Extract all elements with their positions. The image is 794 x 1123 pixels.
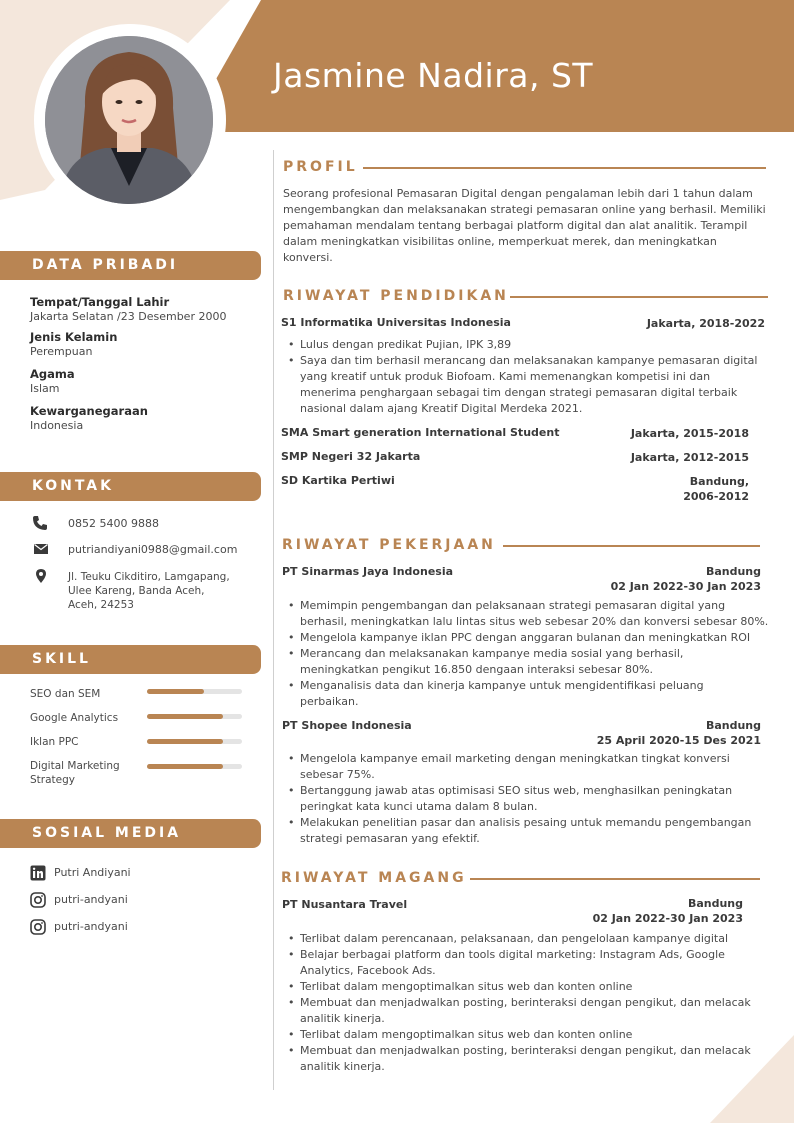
education-school: SMA Smart generation International Student [281,426,560,439]
section-title: DATA PRIBADI [32,257,179,273]
bullet-line: nasional dalam ajang Kreatif Digital Merdeka 2021. [300,402,583,415]
internship-company: PT Nusantara Travel [282,898,408,911]
bullet-line: analitik kinerja. [300,1012,385,1025]
skill-bar-fill [147,714,223,719]
section-rule [510,296,768,298]
job-city: Bandung [705,565,761,578]
skill-bar [147,714,242,719]
linkedin-icon [30,865,46,881]
skill-bar [147,739,242,744]
section-rule [503,545,760,547]
profile-line: konversi. [283,251,333,264]
skill-bar-fill [147,689,204,694]
meta-line: 2006-2012 [683,490,749,503]
section-title: SOSIAL MEDIA [32,825,182,841]
education-meta: Jakarta, 2018-2022 [646,317,765,330]
instagram-icon [30,919,46,935]
bullet-item [300,751,790,783]
section-title-magang: RIWAYAT MAGANG [281,870,467,886]
bullet-item [300,931,790,947]
bullet-line: • Membuat dan menjadwalkan posting, berinteraksi dengan pengikut, dan melacak [300,1044,751,1057]
profile-photo [45,36,213,204]
profile-photo-illustration [45,36,213,204]
job-period: 25 April 2020-15 Des 2021 [596,734,761,747]
citizenship-label: Kewarganegaraan [30,404,148,418]
job-bullets [283,751,790,847]
bullet-line: • Menganalisis data dan kinerja kampanye untuk mengidentifikasi peluang [300,679,704,692]
internship-period: 02 Jan 2022-30 Jan 2023 [592,912,743,925]
bullet-line: menerima penghargaan sebagai tim dengan strategi pemasaran digital terbaik [300,386,738,399]
internship-city: Bandung [687,897,743,910]
education-school: SMP Negeri 32 Jakarta [281,450,421,463]
bullet-item [300,815,790,847]
section-title-profil: PROFIL [283,159,358,175]
bullet-line: • Memimpin pengembangan dan pelaksanaan strategi pemasaran digital yang [300,599,726,612]
religion-label: Agama [30,367,75,381]
bullet-item [300,1027,790,1043]
internship-bullets [283,931,790,1075]
education-bullets [283,337,780,417]
birth-value: Jakarta Selatan /23 Desember 2000 [30,310,227,323]
skill-bar [147,764,242,769]
bullet-line: • Mengelola kampanye iklan PPC dengan anggaran bulanan dan meningkatkan ROI [300,631,751,644]
bullet-line: • Terlibat dalam mengoptimalkan situs web dan konten online [300,980,633,993]
education-meta: Jakarta, 2012-2015 [630,451,749,464]
bullet-item [300,678,790,710]
profile-summary [283,186,773,266]
job-company: PT Shopee Indonesia [282,719,412,732]
job-meta [597,718,761,748]
envelope-icon [33,541,49,557]
bullet-line: peringkat kata kunci utama dalam 8 bulan. [300,800,538,813]
profile-line: Seorang profesional Pemasaran Digital dengan pengalaman lebih dari 1 tahun dalam [283,187,753,200]
contact-email[interactable]: putriandiyani0988@gmail.com [68,543,238,556]
section-rule [363,167,766,169]
address-line: Jl. Teuku Cikditiro, Lamgapang, [68,571,230,583]
bullet-line: Analytics, Facebook Ads. [300,964,436,977]
bullet-line: berhasil, meningkatkan lalu lintas situs web sebesar 20% dan konversi sebesar 80%. [300,615,769,628]
internship-meta [593,896,743,926]
skill-bar-fill [147,739,223,744]
bullet-item [300,630,790,646]
instagram-icon [30,892,46,908]
job-meta [611,564,761,594]
section-header-data-pribadi [0,251,261,280]
bullet-item [300,979,790,995]
job-city: Bandung [705,719,761,732]
section-title: SKILL [32,651,91,667]
skill-bar [147,689,242,694]
education-school: SD Kartika Pertiwi [281,474,395,487]
job-company: PT Sinarmas Jaya Indonesia [282,565,454,578]
bullet-line: • Terlibat dalam mengoptimalkan situs web dan konten online [300,1028,633,1041]
section-header-skill [0,645,261,674]
social-linkedin[interactable]: Putri Andiyani [54,866,131,879]
bullet-line: • Bertanggung jawab atas optimisasi SEO situs web, menghasilkan peningkatan [300,784,733,797]
bullet-item [300,783,790,815]
section-header-kontak [0,472,261,501]
education-meta [683,474,749,504]
skill-bar-fill [147,764,223,769]
gender-label: Jenis Kelamin [30,330,118,344]
bullet-line: perbaikan. [300,695,359,708]
bullet-line: sebesar 75%. [300,768,375,781]
education-meta: Jakarta, 2015-2018 [630,427,749,440]
meta-line: Bandung, [689,475,749,488]
bullet-line: • Membuat dan menjadwalkan posting, berinteraksi dengan pengikut, dan melacak [300,996,751,1009]
bullet-line: • Belajar berbagai platform dan tools digital marketing: Instagram Ads, Google [300,948,725,961]
bullet-line: • Saya dan tim berhasil merancang dan melaksanakan kampanye pemasaran digital [300,354,758,367]
citizenship-value: Indonesia [30,419,84,432]
bullet-line: yang kreatif untuk produk Biofoam. Kami memenangkan kompetisi ini dan [300,370,711,383]
phone-icon [32,515,48,531]
contact-phone[interactable]: 0852 5400 9888 [68,517,159,530]
skill-label: SEO dan SEM [30,688,101,700]
address-line: Ulee Kareng, Banda Aceh, [68,585,205,597]
gender-value: Perempuan [30,345,93,358]
section-header-sosial-media [0,819,261,848]
skill-label: Google Analytics [30,712,119,724]
birth-label: Tempat/Tanggal Lahir [30,295,170,309]
profile-line: pemahaman mendalam tentang berbagai platform digital dan alat analitik. Terampil [283,219,748,232]
bullet-line: • Merancang dan melaksanakan kampanye media sosial yang berhasil, [300,647,684,660]
bullet-item [300,646,790,678]
skill-label: Digital Marketing Strategy [30,760,120,786]
job-period: 02 Jan 2022-30 Jan 2023 [610,580,761,593]
bullet-line: meningkatkan pengikut 16.850 dengaan interaksi sebesar 80%. [300,663,654,676]
bullet-line: • Melakukan penelitian pasar dan analisis pesaing untuk memandu pengembangan [300,816,752,829]
bullet-line: • Terlibat dalam perencanaan, pelaksanaan, dan pengelolaan kampanye digital [300,932,729,945]
section-title-pendidikan: RIWAYAT PENDIDIKAN [283,288,509,304]
candidate-name: Jasmine Nadira, ST [273,56,594,95]
section-title-pekerjaan: RIWAYAT PEKERJAAN [282,537,496,553]
job-bullets [283,598,790,710]
education-school: S1 Informatika Universitas Indonesia [281,316,511,329]
bullet-item [300,995,790,1027]
bullet-item [300,353,780,417]
contact-address [68,570,258,612]
bullet-item [300,337,780,353]
social-instagram[interactable]: putri-andyani [54,920,128,933]
bullet-item [300,598,790,630]
profile-line: mengembangkan dan melaksanakan strategi pemasaran online yang berhasil. Memiliki [283,203,766,216]
section-rule [470,878,760,880]
bullet-item [300,1043,790,1075]
skill-label: Iklan PPC [30,736,79,748]
bullet-line: strategi pemasaran yang efektif. [300,832,480,845]
social-instagram[interactable]: putri-andyani [54,893,128,906]
bullet-item [300,947,790,979]
section-title: KONTAK [32,478,114,494]
bullet-line: • Mengelola kampanye email marketing dengan meningkatkan tingkat konversi [300,752,730,765]
religion-value: Islam [30,382,60,395]
bullet-line: analitik kinerja. [300,1060,385,1073]
address-line: Aceh, 24253 [68,599,134,611]
profile-line: dalam meningkatkan visibilitas online, memperkuat merek, dan meningkatkan [283,235,717,248]
bullet-line: • Lulus dengan predikat Pujian, IPK 3,89 [300,338,512,351]
map-pin-icon [33,568,49,584]
column-divider [273,150,274,1090]
